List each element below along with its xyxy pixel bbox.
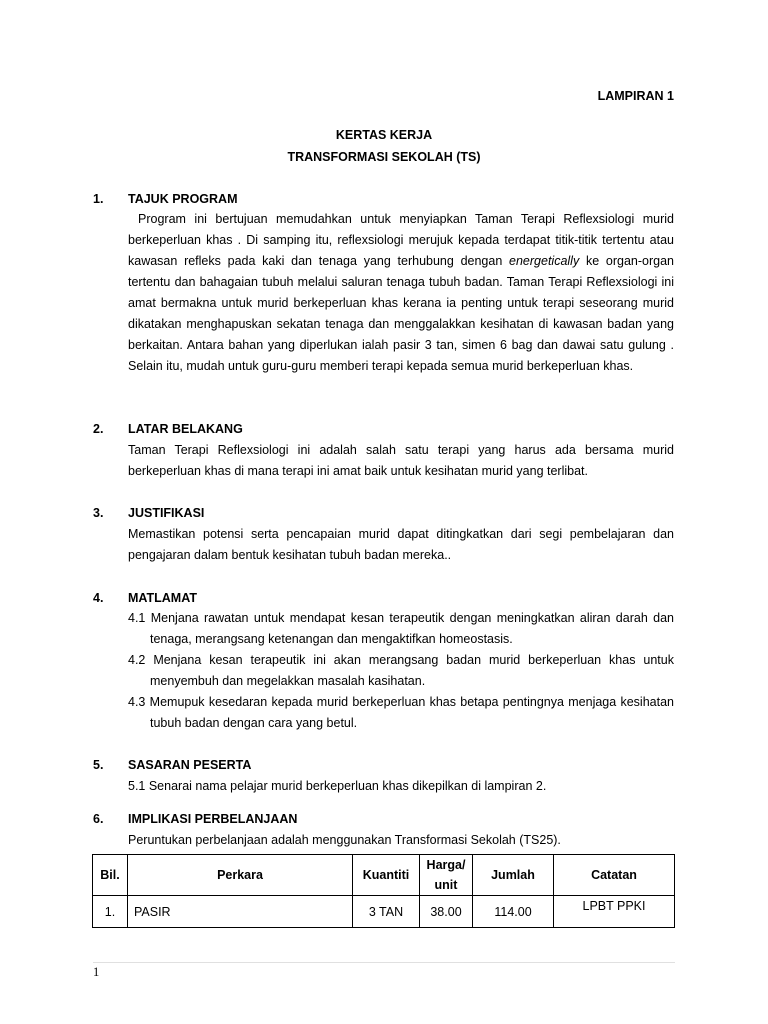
table-header-row [93, 855, 675, 896]
section-1-text-italic: energetically [509, 254, 580, 268]
budget-table [92, 854, 675, 928]
table-row [93, 896, 675, 928]
cell-harga: 38.00 [420, 896, 473, 928]
doc-subtitle: TRANSFORMASI SEKOLAH (TS) [287, 150, 481, 164]
header-jumlah: Jumlah [473, 855, 554, 896]
section-4-item-2: 4.2 Menjana kesan terapeutik ini akan merangsang badan murid berkeperluan khas untuk menyembuh dan megelakkan masalah kasihatan. [128, 653, 674, 688]
section-2-text: Taman Terapi Reflexsiologi ini adalah salah satu terapi yang harus ada bersama murid berkeperluan khas di mana terapi ini amat baik untuk kesihatan murid yang terlibat. [128, 443, 674, 478]
section-1-title: TAJUK PROGRAM [128, 192, 238, 206]
section-4-item-3: 4.3 Memupuk kesedaran kepada murid berkeperluan khas betapa pentingnya menjaga kesihatan tubuh badan dengan cara yang betul. [128, 695, 674, 730]
cell-perkara: PASIR [128, 896, 353, 928]
section-3-number: 3. [93, 506, 104, 520]
section-6-text: Peruntukan perbelanjaan adalah menggunakan Transformasi Sekolah (TS25). [128, 833, 561, 847]
page-number: 1 [93, 965, 100, 979]
cell-bil: 1. [93, 896, 128, 928]
header-catatan: Catatan [554, 855, 675, 896]
section-5-number: 5. [93, 758, 104, 772]
section-1-text [128, 209, 674, 377]
section-1-text-a: Program ini bertujuan memudahkan untuk menyiapkan Taman Terapi Reflexsiologi murid berkeperluan khas . Di samping itu, reflexsiologi merujuk kepada terdapat titik-titik tertentu atau kawasan refleks pada kaki dan tenaga yang terhubung dengan [128, 212, 674, 268]
header-harga [420, 855, 473, 896]
cell-jumlah: 114.00 [473, 896, 554, 928]
footer-divider [93, 962, 675, 963]
section-5-text: 5.1 Senarai nama pelajar murid berkeperluan khas dikepilkan di lampiran 2. [128, 779, 547, 793]
header-bil: Bil. [93, 855, 128, 896]
doc-title: KERTAS KERJA [335, 128, 433, 142]
section-6-number: 6. [93, 812, 104, 826]
section-1-number: 1. [93, 192, 104, 206]
header-kuantiti: Kuantiti [353, 855, 420, 896]
section-3-text: Memastikan potensi serta pencapaian murid dapat ditingkatkan dari segi pembelajaran dan pengajaran dalam bentuk kesihatan tubuh badan mereka.. [128, 527, 674, 562]
section-2-number: 2. [93, 422, 104, 436]
section-4-item-1: 4.1 Menjana rawatan untuk mendapat kesan terapeutik dengan meningkatkan aliran darah dan tenaga, merangsang ketenangan dan mengaktifkan homeostasis. [128, 611, 674, 646]
section-1-text-b: ke organ-organ tertentu dan bahagaian tubuh melalui saluran tenaga tubuh badan. Taman Terapi Reflexsiologi ini amat bermakna untuk murid berkeperluan khas kerana ia penting untuk terapi seseorang murid dikatakan menghapuskan sekatan tenaga dan menggalakkan kesihatan di kawasan badan yang berkaitan. Antara bahan yang diperlukan ialah pasir 3 tan, simen 6 bag dan dawai satu gulung . Selain itu, mudah untuk guru-guru memberi terapi kepada semua murid berkeperluan khas. [128, 254, 674, 373]
section-5-title: SASARAN PESERTA [128, 758, 252, 772]
lampiran-label: LAMPIRAN 1 [597, 89, 674, 103]
header-perkara: Perkara [128, 855, 353, 896]
section-4-title: MATLAMAT [128, 591, 197, 605]
section-4-number: 4. [93, 591, 104, 605]
section-2-title: LATAR BELAKANG [128, 422, 243, 436]
cell-kuantiti: 3 TAN [353, 896, 420, 928]
header-harga-line1: Harga/ [426, 858, 466, 872]
cell-catatan: LPBT PPKI [554, 896, 675, 928]
header-harga-line2: unit [434, 878, 458, 892]
section-6-title: IMPLIKASI PERBELANJAAN [128, 812, 298, 826]
section-3-title: JUSTIFIKASI [128, 506, 205, 520]
